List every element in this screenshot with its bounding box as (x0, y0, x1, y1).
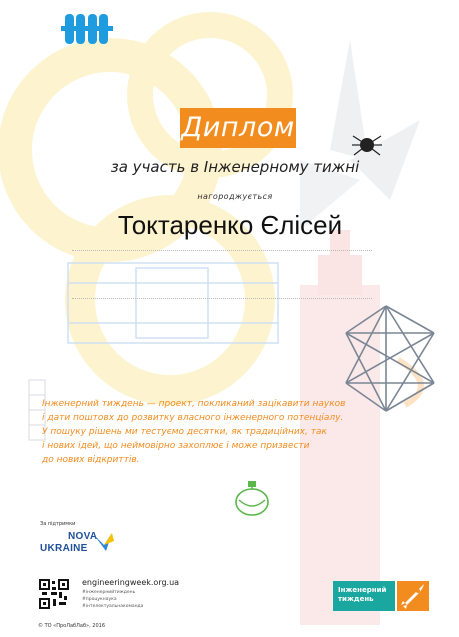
qr-code-icon (39, 579, 69, 609)
project-description (42, 397, 346, 467)
awarded-label: нагороджується (197, 192, 273, 201)
brand-logo (333, 581, 395, 611)
brand-rocket-tile (397, 581, 429, 611)
sponsor-name-line1: NOVA (68, 531, 98, 542)
brand-line2: тиждень (338, 595, 374, 603)
rocket-icon (397, 581, 429, 611)
supported-by-label: За підтримки (40, 521, 76, 527)
description-line: і дати поштовх до розвитку власного інженерного потенціалу. (42, 413, 344, 423)
sponsor-logo (40, 531, 120, 555)
diploma-subtitle: за участь в Інженерному тижні (110, 158, 360, 176)
description-line: У пошуку рішень ми тестуємо десятки, як традиційних, так (42, 427, 327, 437)
hashtag: #інженернийтиждень (82, 590, 136, 595)
copyright: © ТО «ПроЛабЛаб», 2016 (38, 623, 105, 629)
spider-icon (350, 130, 384, 160)
dotted-divider-top (72, 250, 372, 251)
description-line: Інженерний тиждень — проект, покликаний зацікавити науков (42, 399, 346, 409)
hashtag: #процукнаука (82, 597, 117, 602)
dumbbell-logo-icon (61, 12, 113, 46)
nova-bird-icon (92, 531, 114, 553)
sponsor-name-line2: UKRAINE (40, 543, 88, 554)
recipient-name: Токтаренко Єлісей (117, 210, 343, 240)
diploma-title: Диплом (180, 108, 296, 148)
dotted-divider-bottom (72, 298, 372, 299)
brand-line1: Інженерний (338, 586, 387, 594)
octahedron-icon (340, 303, 440, 415)
description-line: до нових відкриттів. (42, 455, 140, 465)
website-url[interactable]: engineeringweek.org.ua (82, 578, 180, 587)
hashtag: #інтелектуальнакоманда (82, 604, 144, 609)
green-device-icon (233, 478, 271, 518)
description-line: і нових ідей, що неймовірно захоплює і може призвести (42, 441, 310, 451)
